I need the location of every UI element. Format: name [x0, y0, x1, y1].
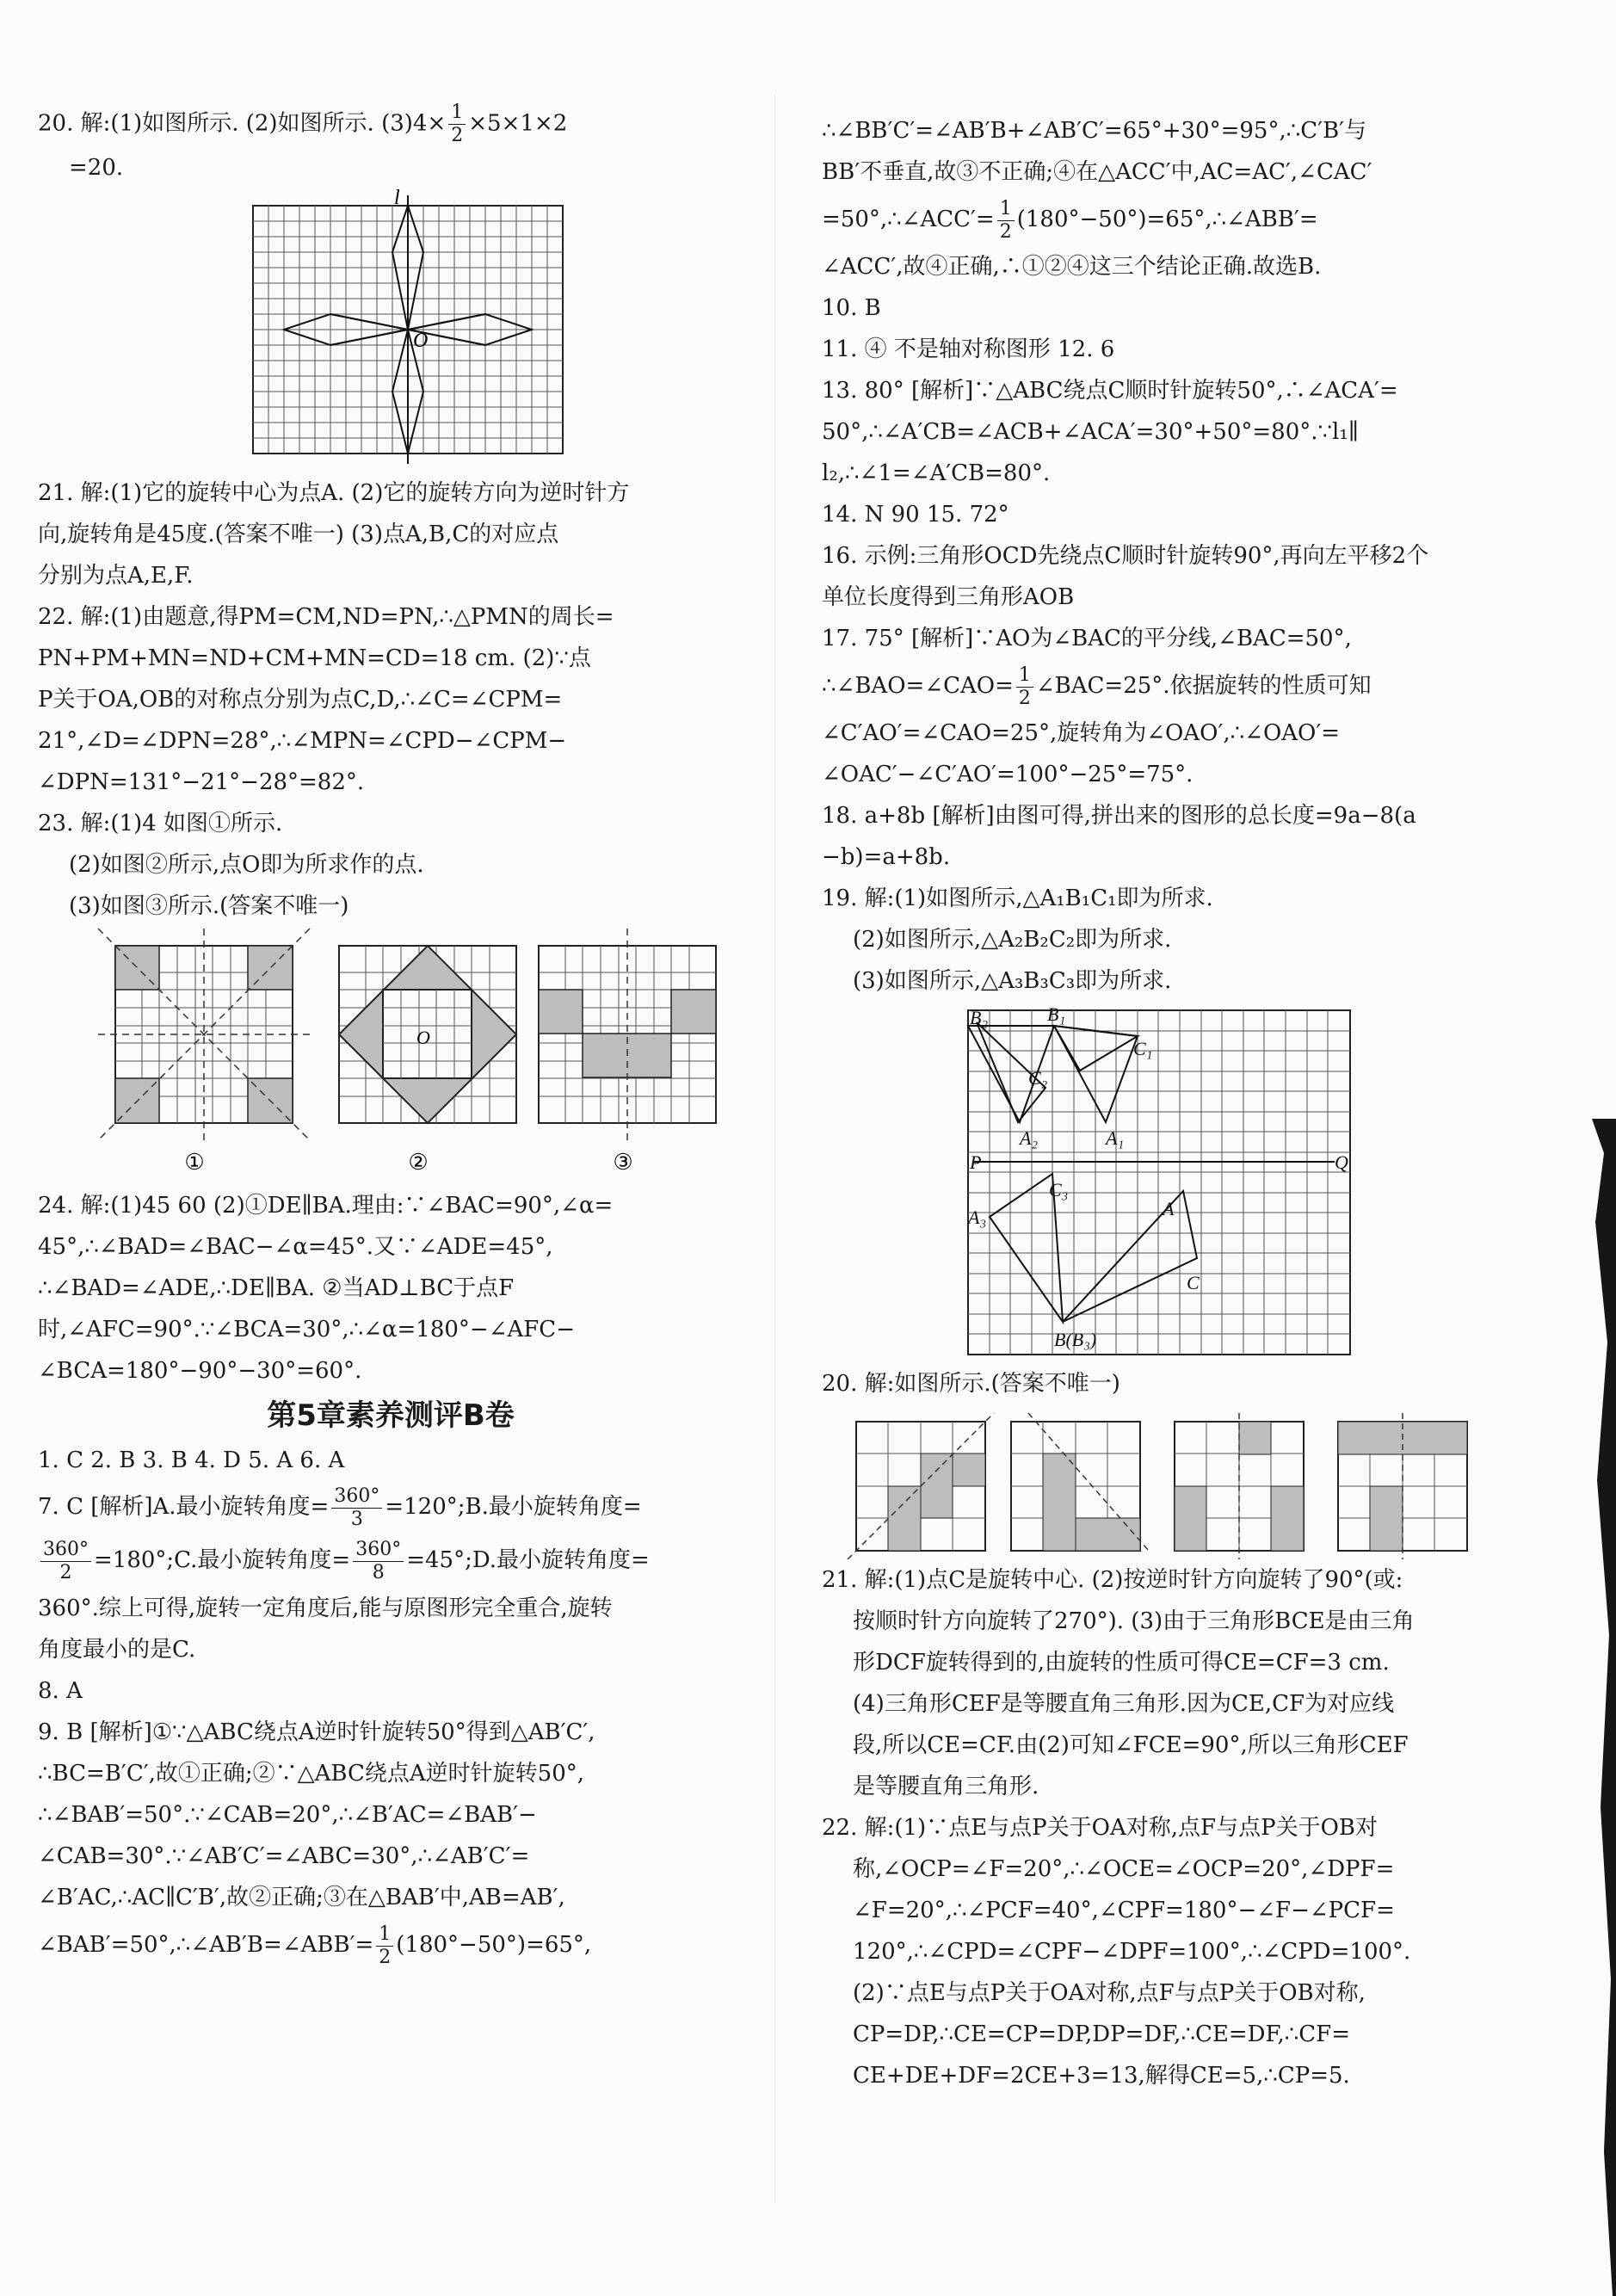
fraction-one-half-17	[1016, 664, 1033, 710]
answer-17-text-b: ∠BAC=25°.依据旋转的性质可知	[1035, 673, 1372, 699]
label-fig-3: ③	[613, 1150, 633, 1176]
answer-19-line-1: 19. 解:(1)如图所示,△A₁B₁C₁即为所求.	[822, 886, 1213, 911]
frac-den: 8	[372, 1561, 385, 1583]
grid-19	[968, 1010, 1350, 1355]
answer-22r-line-4: 120°,∴∠CPD=∠CPF−∠DPF=100°,∴∠CPD=100°.	[853, 1939, 1411, 1965]
answer-13-line-1: 13. 80° [解析]∵△ABC绕点C顺时针旋转50°,∴∠ACA′=	[822, 378, 1398, 404]
answer-24-line-4: 时,∠AFC=90°.∵∠BCA=30°,∴∠α=180°−∠AFC−	[38, 1317, 575, 1342]
grid-1	[98, 929, 310, 1140]
fraction-360-3	[331, 1485, 382, 1531]
frac-den: 2	[59, 1561, 72, 1583]
answer-13-line-2: 50°,∴∠A′CB=∠ACB+∠ACA′=30°+50°=80°.∵l₁∥	[822, 419, 1359, 445]
answer-22-line-4: 21°,∠D=∠DPN=28°,∴∠MPN=∠CPD−∠CPM−	[38, 728, 567, 754]
left-column	[38, 102, 743, 1972]
fraction-360-8	[353, 1539, 404, 1584]
right-column	[822, 110, 1510, 2096]
answer-7-line-3: 360°.综上可得,旋转一定角度后,能与原图形完全重合,旋转	[38, 1595, 613, 1621]
answer-7-text-b: =120°;B.最小旋转角度=	[385, 1494, 642, 1520]
frac-num: 360°	[353, 1539, 404, 1562]
triangle-ABC	[1063, 1191, 1197, 1322]
small-grid-3	[1175, 1413, 1304, 1559]
answer-7-line-1	[38, 1481, 743, 1533]
answer-8: 8. A	[38, 1678, 83, 1704]
label-O-fig23: O	[416, 1027, 430, 1048]
answer-9-line-1: 9. B [解析]①∵△ABC绕点A逆时针旋转50°得到△AB′C′,	[38, 1719, 595, 1745]
frac-den: 2	[379, 1946, 392, 1968]
label-B2: B₂	[970, 1007, 989, 1028]
answer-21r-line-4: (4)三角形CEF是等腰直角三角形.因为CE,CF为对应线	[853, 1691, 1395, 1717]
fraction-one-half-r9	[997, 198, 1015, 244]
answer-20-text: 20. 解:(1)如图所示. (2)如图所示. (3)4×	[38, 110, 447, 137]
answer-9-line-4: ∠CAB=30°.∵∠AB′C′=∠ABC=30°,∴∠AB′C′=	[38, 1843, 530, 1869]
frac-den: 2	[451, 125, 464, 146]
answer-20-line-1	[38, 102, 743, 147]
answer-9-line-3: ∴∠BAB′=50°.∵∠CAB=20°,∴∠B′AC=∠BAB′−	[38, 1802, 537, 1828]
label-P: P	[970, 1151, 982, 1173]
answer-17-line-1: 17. 75° [解析]∵AO为∠BAC的平分线,∠BAC=50°,	[822, 626, 1352, 651]
answer-9-cont-line-4: ∠ACC′,故④正确,∴①②④这三个结论正确.故选B.	[822, 254, 1322, 280]
answer-18-line-2: −b)=a+8b.	[822, 844, 951, 870]
fraction-one-half	[448, 102, 466, 147]
answer-22-line-5: ∠DPN=131°−21°−28°=82°.	[38, 769, 365, 795]
answer-22r-line-7: CE+DE+DF=2CE+3=13,解得CE=5,∴CP=5.	[853, 2063, 1350, 2089]
small-grid-1	[848, 1413, 994, 1559]
answer-22r-line-1: 22. 解:(1)∵点E与点P关于OA对称,点F与点P关于OB对	[822, 1815, 1378, 1841]
answer-21-line-2: 向,旋转角是45度.(答案不唯一) (3)点A,B,C的对应点	[38, 522, 559, 547]
answer-22r-line-3: ∠F=20°,∴∠PCF=40°,∠CPF=180°−∠F−∠PCF=	[853, 1898, 1395, 1923]
answer-17-line-3: ∠C′AO′=∠CAO=25°,旋转角为∠OAO′,∴∠OAO′=	[822, 720, 1341, 746]
answer-24-line-2: 45°,∴∠BAD=∠BAC−∠α=45°.又∵∠ADE=45°,	[38, 1234, 553, 1260]
answer-21r-line-3: 形DCF旋转得到的,由旋转的性质可得CE=CF=3 cm.	[853, 1650, 1390, 1676]
fraction-one-half-9	[376, 1923, 393, 1969]
answer-16-line-1: 16. 示例:三角形OCD先绕点C顺时针旋转90°,再向左平移2个	[822, 543, 1429, 569]
answer-18-line-1: 18. a+8b [解析]由图可得,拼出来的图形的总长度=9a−8(a	[822, 803, 1416, 829]
scan-dark-edge	[1566, 1119, 1616, 2296]
frac-den: 2	[1018, 687, 1031, 709]
answer-14-15: 14. N 90 15. 72°	[822, 502, 1009, 528]
frac-num: 1	[376, 1923, 393, 1947]
frac-den: 2	[999, 220, 1012, 243]
answer-20-line-2: =20.	[69, 155, 124, 181]
answer-10: 10. B	[822, 295, 881, 321]
figure-20-grid	[38, 188, 743, 472]
label-fig-1: ①	[184, 1150, 205, 1176]
figure-19-grid	[822, 1002, 1510, 1363]
label-O: O	[413, 330, 429, 352]
answer-9-cont-line-2: BB′不垂直,故③不正确;④在△ACC′中,AC=AC′,∠CAC′	[822, 159, 1372, 185]
label-Q: Q	[1335, 1151, 1348, 1173]
answer-9-line-2: ∴BC=B′C′,故①正确;②∵△ABC绕点A逆时针旋转50°,	[38, 1761, 585, 1787]
answer-9-line-5: ∠B′AC,∴AC∥C′B′,故②正确;③在△BAB′中,AB=AB′,	[38, 1885, 565, 1910]
frac-num: 1	[448, 102, 466, 125]
answer-9-cont-line-3	[822, 193, 1510, 246]
answer-21r-line-6: 是等腰直角三角形.	[853, 1774, 1039, 1799]
answer-21r-line-5: 段,所以CE=CF.由(2)可知∠FCE=90°,所以三角形CEF	[853, 1732, 1409, 1758]
frac-num: 360°	[40, 1539, 91, 1562]
answer-9c-text-a: =50°,∴∠ACC′=	[822, 207, 995, 232]
answer-21-line-3: 分别为点A,E,F.	[38, 563, 194, 589]
label-l: l	[394, 188, 400, 209]
answer-22r-line-5: (2)∵点E与点P关于OA对称,点F与点P关于OB对称,	[853, 1980, 1366, 2006]
answer-19-line-3: (3)如图所示,△A₃B₃C₃即为所求.	[853, 968, 1172, 994]
answer-24-line-3: ∴∠BAD=∠ADE,∴DE∥BA. ②当AD⊥BC于点F	[38, 1275, 515, 1301]
label-B-B3: B(B₃)	[1054, 1329, 1097, 1350]
label-A1: A₁	[1106, 1127, 1125, 1149]
label-C2: C₂	[1028, 1067, 1048, 1089]
small-grid-4	[1338, 1413, 1467, 1559]
answer-7-line-4: 角度最小的是C.	[38, 1637, 196, 1663]
label-fig-2: ②	[408, 1150, 429, 1176]
answer-9-line-6	[38, 1918, 743, 1972]
answer-23-line-3: (3)如图③所示.(答案不唯一)	[69, 893, 349, 919]
answer-9c-text-b: (180°−50°)=65°,∴∠ABB′=	[1016, 207, 1318, 232]
grid-3	[539, 929, 716, 1140]
answer-9-text-b: (180°−50°)=65°,	[396, 1932, 592, 1958]
section-title: 第5章素养测评B卷	[267, 1398, 515, 1433]
frac-num: 1	[1016, 664, 1033, 688]
answer-13-line-3: l₂,∴∠1=∠A′CB=80°.	[822, 460, 1051, 486]
answer-7-text-d: =45°;D.最小旋转角度=	[406, 1547, 650, 1573]
answer-9-cont-line-1: ∴∠BB′C′=∠AB′B+∠AB′C′=65°+30°=95°,∴C′B′与	[822, 118, 1367, 144]
answer-24-line-1: 24. 解:(1)45 60 (2)①DE∥BA.理由:∵∠BAC=90°,∠α=	[38, 1193, 614, 1219]
answer-7-text-c: =180°;C.最小旋转角度=	[94, 1547, 351, 1573]
label-C3: C₃	[1049, 1179, 1069, 1200]
answer-17-text-a: ∴∠BAO=∠CAO=	[822, 673, 1014, 699]
answer-23-line-2: (2)如图②所示,点O即为所求作的点.	[69, 852, 424, 878]
label-A2: A₂	[1020, 1127, 1039, 1149]
answer-21r-line-1: 21. 解:(1)点C是旋转中心. (2)按逆时针方向旋转了90°(或:	[822, 1567, 1403, 1593]
answer-21r-line-2: 按顺时针方向旋转了270°). (3)由于三角形BCE是由三角	[853, 1608, 1415, 1634]
figure-23-grids	[38, 927, 743, 1185]
answer-7-text-a: 7. C [解析]A.最小旋转角度=	[38, 1494, 330, 1520]
answer-22-line-2: PN+PM+MN=ND+CM+MN=CD=18 cm. (2)∵点	[38, 645, 591, 671]
label-A3: A₃	[968, 1207, 987, 1228]
answers-1-6: 1. C 2. B 3. B 4. D 5. A 6. A	[38, 1447, 345, 1473]
frac-den: 3	[350, 1508, 363, 1530]
answer-22r-line-6: CP=DP,∴CE=CP=DP,DP=DF,∴CE=DF,∴CF=	[853, 2021, 1351, 2047]
answer-19-line-2: (2)如图所示,△A₂B₂C₂即为所求.	[853, 927, 1172, 953]
answer-7-line-2	[38, 1533, 743, 1588]
label-C: C	[1187, 1272, 1200, 1293]
figure-20-small-grids	[822, 1404, 1510, 1559]
answer-16-line-2: 单位长度得到三角形AOB	[822, 584, 1075, 610]
answer-9-text-a: ∠BAB′=50°,∴∠AB′B=∠ABB′=	[38, 1932, 374, 1958]
label-A: A	[1163, 1198, 1175, 1219]
answer-22r-line-2: 称,∠OCP=∠F=20°,∴∠OCE=∠OCP=20°,∠DPF=	[853, 1856, 1395, 1882]
column-divider	[774, 95, 775, 2203]
answer-22-line-1: 22. 解:(1)由题意,得PM=CM,ND=PN,∴△PMN的周长=	[38, 604, 614, 630]
label-B1: B₁	[1047, 1003, 1066, 1025]
answer-20-right: 20. 解:如图所示.(答案不唯一)	[822, 1371, 1120, 1397]
label-C1: C₁	[1133, 1038, 1153, 1059]
frac-num: 1	[997, 198, 1015, 221]
answer-24-line-5: ∠BCA=180°−90°−30°=60°.	[38, 1358, 362, 1384]
answer-23-line-1: 23. 解:(1)4 如图①所示.	[38, 811, 283, 836]
answer-22-line-3: P关于OA,OB的对称点分别为点C,D,∴∠C=∠CPM=	[38, 687, 563, 713]
answer-17-line-2	[822, 659, 1510, 713]
small-grid-2	[1011, 1413, 1149, 1551]
answer-20-text-b: ×5×1×2	[468, 110, 568, 137]
answer-21-line-1: 21. 解:(1)它的旋转中心为点A. (2)它的旋转方向为逆时针方	[38, 480, 630, 506]
fraction-360-2	[40, 1539, 91, 1584]
frac-num: 360°	[331, 1485, 382, 1509]
answer-11-12: 11. ④ 不是轴对称图形 12. 6	[822, 336, 1115, 362]
answer-17-line-4: ∠OAC′−∠C′AO′=100°−25°=75°.	[822, 762, 1193, 787]
